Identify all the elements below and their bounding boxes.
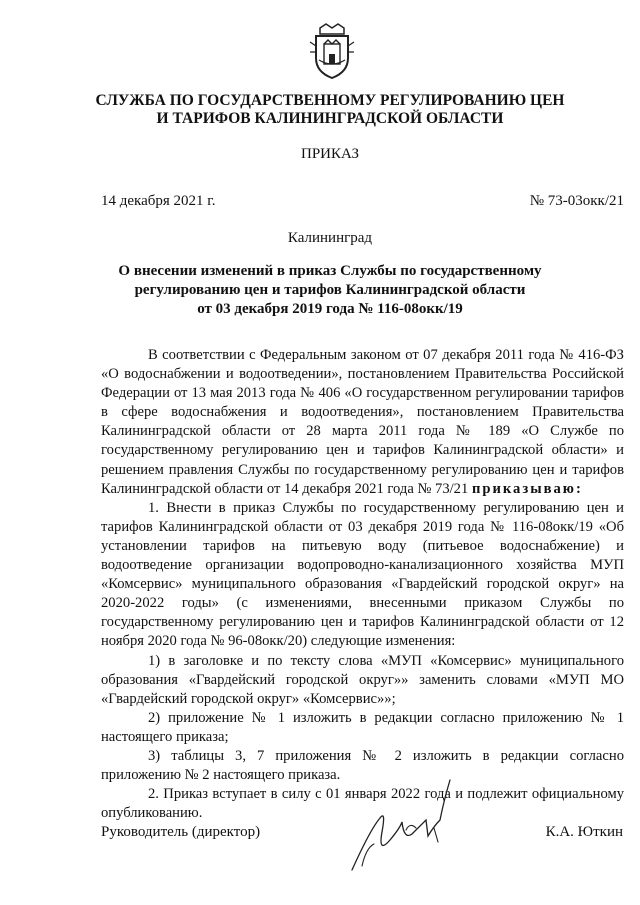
preamble-text: В соответствии с Федеральным законом от 07 декабря 2011 года № 416-ФЗ «О водоснабжении и водоотведении», постановлением Правительства Российской Федерации от 13 мая 2013 года № 406 «О государственном регулировании тарифов в сфере водоснабжения и водоотведения», постановлением Правительства Калининградской области от 28 марта 2011 года № 189 «О Службе по государственному регулированию цен и тарифов Калининградской области» и решением правления Службы по государственному регулированию цен и тарифов Калининградской области от 14 декабря 2021 года № 73/21 (101, 347, 624, 497)
subitem-2-paragraph: 2) приложение № 1 изложить в редакции согласно приложению № 1 настоящего приказа; (101, 709, 624, 745)
item-1-paragraph: 1. Внести в приказ Службы по государственному регулированию цен и тарифов Калининградской области от 03 декабря 2019 года № 116-08окк/19 «Об установлении тарифов на питьевую воду (питьевое водоснабжение) и водоотведение организации водопроводно-канализационного хозяйства МУП «Комсервис» муниципального образования «Гвардейский городской округ» на 2020-2022 годы» (с изменениями, внесенными приказом Службы по государственному регулированию цен и тарифов Калининградской области от 12 ноября 2020 года № 96-08окк/20) следующие изменения: (101, 499, 624, 650)
title-line2: регулированию цен и тарифов Калининградской области (134, 282, 526, 298)
title-line3: от 03 декабря 2019 года № 116-08окк/19 (197, 301, 463, 317)
document-type: ПРИКАЗ (301, 146, 359, 162)
order-word: приказываю: (471, 480, 583, 497)
preamble-paragraph (101, 346, 624, 499)
document-title (100, 262, 560, 319)
handwritten-signature-icon (340, 770, 470, 880)
agency-name-line1: СЛУЖБА ПО ГОСУДАРСТВЕННОМУ РЕГУЛИРОВАНИЮ ЦЕН (95, 92, 565, 109)
title-line1: О внесении изменений в приказ Службы по государственному (118, 263, 542, 279)
city-name: Калининград (287, 230, 373, 246)
subitem-1-paragraph: 1) в заголовке и по тексту слова «МУП «Комсервис» муниципального образования «Гвардейский городской округ»» заменить словами «МУП МО «Гвардейский городской округ» «Комсервис»»; (101, 652, 624, 707)
coat-of-arms-emblem-icon (302, 22, 362, 80)
agency-name-line2: И ТАРИФОВ КАЛИНИНГРАДСКОЙ ОБЛАСТИ (156, 110, 504, 127)
signatory-position: Руководитель (директор) (101, 824, 261, 840)
document-date: 14 декабря 2021 г. (101, 193, 216, 209)
document-number: № 73-03окк/21 (529, 193, 624, 209)
subitem-3-paragraph: 3) таблицы 3, 7 приложения № 2 изложить в редакции согласно приложению № 2 настоящего приказа. (101, 747, 624, 784)
item-2-paragraph: 2. Приказ вступает в силу с 01 января 2022 года и подлежит официальному опубликованию. (101, 786, 624, 822)
document-body (101, 346, 624, 823)
signatory-name: К.А. Юткин (545, 824, 623, 840)
